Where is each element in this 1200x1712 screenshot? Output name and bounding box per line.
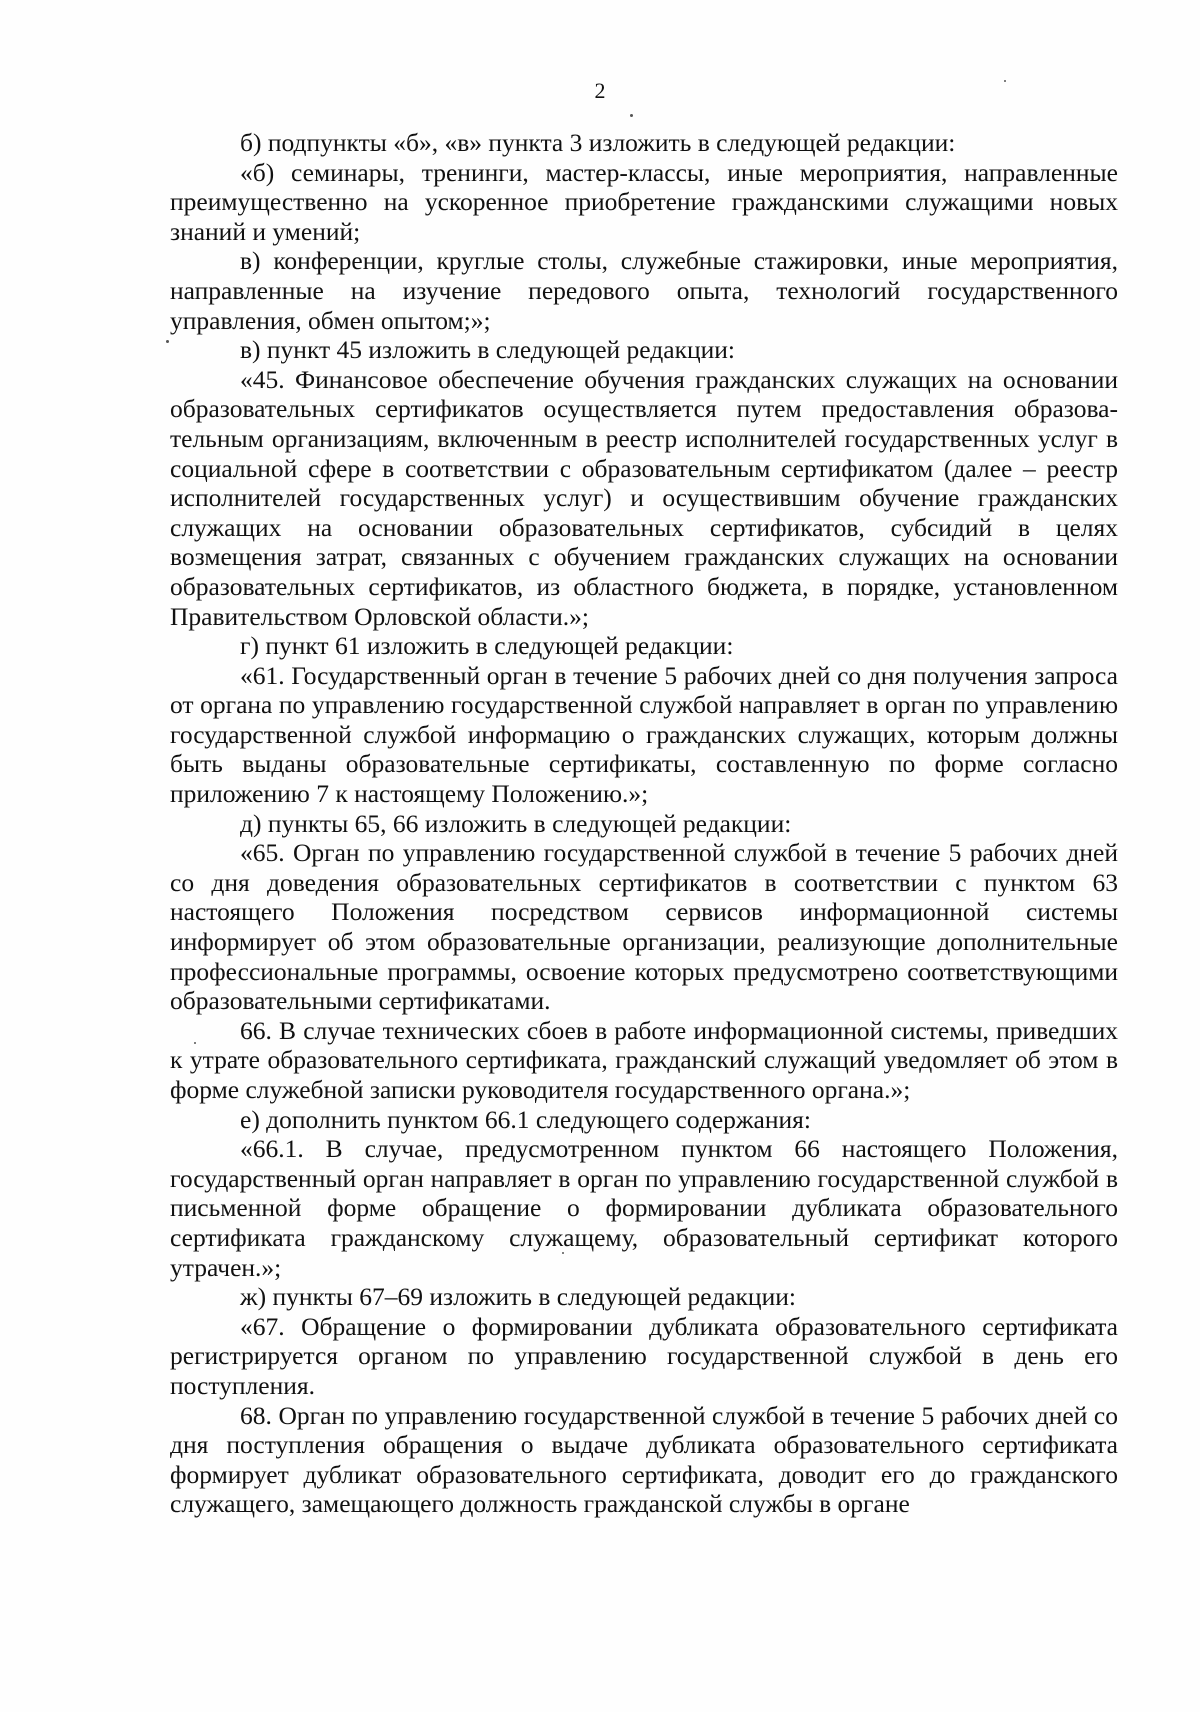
scan-speck [562,1252,564,1254]
paragraph-subitem-v-text: в) конференции, круглые столы, служебные стажировки, иные мероприятия, направленные на изучение передового опыта, технологий государственного управления, обмен опытом;»; [170,246,1118,335]
paragraph-item-68: 68. Орган по управлению государственной службой в течение 5 рабочих дней со дня поступления обращения о выдаче дубликата образовательного сертификата формирует дубликат образовательного сертификата, доводит его до гражданского служащего, замещающего должность гражданской службы в органе [170,1400,1118,1519]
paragraph-amendment-v: в) пункт 45 изложить в следующей редакции: [240,335,735,365]
scan-speck [194,1042,196,1044]
paragraph-amendment-zh: ж) пункты 67–69 изложить в следующей редакции: [240,1282,796,1312]
scan-speck [630,114,633,117]
paragraph-amendment-b: б) подпункты «б», «в» пункта 3 изложить в следующей редакции: [240,128,956,157]
paragraph-item-61: «61. Государственный орган в течение 5 рабочих дней со дня получения запроса от органа по управлению государственной службой направляет в орган по управлению государственной службой информацию о гражданских служащих, которым должны быть выданы образовательные сертификаты, составленную по форме согласно приложению 7 к настоящему Положению.»; [170,660,1118,809]
paragraph-item-66-1: «66.1. В случае, предусмотренном пунктом 66 настоящего Положения, государственный орган направляет в орган по управлению государственной службой в письменной форме обращение о формировании дубликата образовательного сертификата гражданскому служащему, образовательный сертификат которого утрачен.»; [170,1134,1118,1282]
paragraph-item-45: «45. Финансовое обеспечение обучения гражданских служащих на основании образовательных сертификатов осуществляется путем предоставления образовательным организациям, включенным в реестр исполнителей государственных услуг в социальной сфере в соответствии с образовательным сертификатом (далее – реестр исполнителей государственных услуг) и осуществившим обучение гражданских служащих на основании образовательных сертификатов, субсидий в целях возмещения затрат, связанных с обучением гражданских служащих на основании образовательных сертификатов, из областного бюджета, в порядке, установленном Правительством Орловской области.»; [170,364,1118,631]
page-number: 2 [594,78,606,103]
paragraph-amendment-e: е) дополнить пунктом 66.1 следующего содержания: [240,1104,811,1134]
scan-speck [166,340,169,343]
scan-speck [1004,80,1006,82]
paragraph-item-65: «65. Орган по управлению государственной службой в течение 5 рабочих дней со дня доведения образовательных сертификатов в соответствии с пунктом 63 настоящего Положения посредством сервисов информационной системы информирует об этом образовательные организации, реализующие дополнительные профессиональные программы, освоение которых предусмотрено соответствующими образовательными сертификатами. [170,838,1118,1016]
paragraph-amendment-g: г) пункт 61 изложить в следующей редакции: [240,631,734,661]
paragraph-subitem-b-text: «б) семинары, тренинги, мастер-классы, иные мероприятия, направленные преимущественно на ускоренное приобретение гражданскими служащими новых знаний и умений; [170,157,1118,246]
paragraph-item-66: 66. В случае технических сбоев в работе информационной системы, приведших к утрате образовательного сертификата, гражданский служащий уведомляет об этом в форме служебной записки руководителя государственного органа.»; [170,1015,1118,1104]
paragraph-item-67: «67. Обращение о формировании дубликата образовательного сертификата регистрируется органом по управлению государственной службой в день его поступления. [170,1311,1118,1400]
document-body [170,128,1118,1519]
paragraph-amendment-d: д) пункты 65, 66 изложить в следующей редакции: [240,808,792,838]
